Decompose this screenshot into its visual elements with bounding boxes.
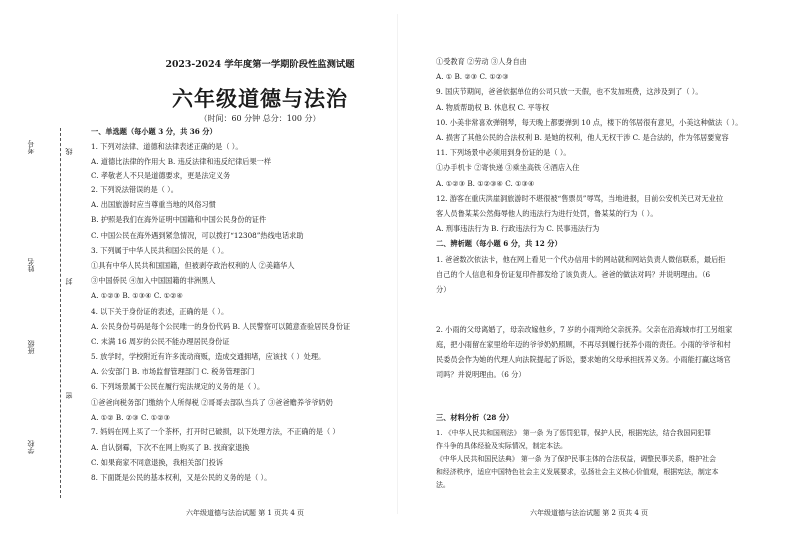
option-text: A. ①② B. ②③ C. ①②③ <box>91 413 171 422</box>
seal-line <box>60 128 61 498</box>
option-text: C. 未满 16 周岁的公民不能办理居民身份证 <box>91 337 230 346</box>
option-text: B. 护照是我们在海外证明中国籍和中国公民身份的证件 <box>91 215 267 224</box>
question-text: 4. 以下关于身份证的表述，正确的是（ ）。 <box>91 307 229 316</box>
question-text: 7. 妈妈在网上买了一个茶杯，打开时已破损，以下处理方法，不正确的是（ ） <box>91 427 340 436</box>
name-label: 姓名 <box>27 258 35 272</box>
material-text: 作斗争的具体经验及实际情况，制定本法。 <box>436 442 567 450</box>
exam-top-title: 2023-2024 学年度第一学期阶段性监测试题 <box>165 59 355 70</box>
section-title: 一、单选题（每小题 3 分，共 36 分） <box>91 127 217 136</box>
school-label: 学校 <box>27 440 35 454</box>
question-text: 5. 放学时，学校附近有许多流动商贩，造成交通拥堵，应该找（ ）处理。 <box>91 352 326 361</box>
option-text: A. ①②③ B. ①②③④ C. ①③④ <box>436 179 535 188</box>
option-text: ①办手机卡 ②寄快递 ③乘坐高铁 ④酒店入住 <box>436 163 580 172</box>
option-text: A. 公安部门 B. 市场监督管理部门 C. 税务管理部门 <box>91 367 255 376</box>
question-text: 9. 国庆节期间，爸爸依据单位的公司只放一天假，也不发加班费，这涉及到了（ ）。 <box>436 87 703 96</box>
question-text: 2. 下列说法错误的是（ ）。 <box>91 185 178 194</box>
option-text: A. 物质帮助权 B. 休息权 C. 平等权 <box>436 103 550 112</box>
question-text: 司吗？并说明理由。（6 分） <box>436 370 526 379</box>
option-text: A. ① B. ②③ C. ①②③ <box>436 72 509 81</box>
question-text: 民委员会作为她的代理人向法院提起了诉讼，要求她的父母承担抚养义务。小雨能打赢这场官 <box>436 355 731 364</box>
question-text: 12. 游客在重庆洪崖洞旅游时不堪很被“售票员”辱骂，当地进报，目前公安机关已对无业拉 <box>436 194 724 203</box>
option-text: A. 刑事违法行为 B. 行政违法行为 C. 民事违法行为 <box>436 224 600 233</box>
material-text: 和经济秩序，适应中国特色社会主义发展要求，弘扬社会主义核心价值观，根据宪法，制定本 <box>436 468 719 476</box>
option-text: ①具有中华人民共和国国籍，但被剥夺政治权利的人 ②美籍华人 <box>91 261 295 270</box>
question-text: 客人员鲁某某公然侮辱他人的违法行为进行处罚，鲁某某的行为（ ）。 <box>436 209 658 218</box>
option-text: A. 公民身份号码是每个公民唯一的身份代码 B. 人民警察可以随意查验居民身份证 <box>91 322 351 331</box>
question-text: 6. 下列场景属于公民在履行宪法规定的义务的是（ ）。 <box>91 382 265 391</box>
section-title: 三、材料分析（28 分） <box>436 413 514 422</box>
option-text: C. 孝敬老人不只是道德要求，更是法定义务 <box>91 171 231 180</box>
material-text: 法。 <box>436 481 450 489</box>
material-text: 《中华人民共和国民法典》 第一条 为了保护民事主体的合法权益，调整民事关系，维护社会 <box>436 455 717 463</box>
material-text: 1. 《中华人民共和国刑法》 第一条 为了惩罚犯罪，保护人民，根据宪法，结合我国同犯罪 <box>436 429 711 437</box>
exam-time-info: （时间：60 分钟 总分：100 分） <box>199 114 321 123</box>
option-text: ③中国侨民 ④加入中国国籍的非洲黑人 <box>91 276 216 285</box>
secret-mark: 密 <box>65 392 73 399</box>
option-text: ①爸爸向税务部门缴纳个人所得税 ②哥哥去部队当兵了 ③爸爸赡养爷爷奶奶 <box>91 398 333 407</box>
option-text: C. 如果商家不同意退换，我相关部门投诉 <box>91 458 224 467</box>
left-page-footer: 六年级道德与法治试题 第 1 页共 4 页 <box>186 509 305 517</box>
question-text: 10. 小美非常喜欢弹钢琴，每天晚上都要弹到 10 点，楼下的邻居很有意见，小美这种做法（ ）。 <box>436 118 743 127</box>
question-text: 分） <box>436 285 451 294</box>
option-text: ①受教育 ②劳动 ③人身自由 <box>436 57 527 66</box>
question-text: 11. 下列场景中必须用到身份证的是（ ）。 <box>436 148 571 157</box>
option-text: A. 出国旅游时应当尊重当地的风俗习惯 <box>91 200 216 209</box>
option-text: C. 中国公民在海外遇到紧急情况，可以拨打“12308”热线电话求助 <box>91 231 304 240</box>
option-text: A. ①②③ B. ①③④ C. ①②④ <box>91 291 183 300</box>
question-text: 自己的个人信息和身份证复印件都发给了该负责人。爸爸的做法对吗？并说明理由。（6 <box>436 270 711 279</box>
question-text: 3. 下列属于中华人民共和国公民的是（ ）。 <box>91 246 229 255</box>
section-title: 二、辨析题（每小题 6 分，共 12 分） <box>436 239 562 248</box>
seal-mark: 封 <box>65 278 73 285</box>
exam-no-label: 考号 <box>27 140 35 154</box>
question-text: 1. 爸爸数次依法卡，他在网上看见一个代办信用卡的网站就和网站负责人微信联系，最后拒 <box>436 255 726 264</box>
option-text: A. 道德比法律的作用大 B. 违反法律和违反纪律后果一样 <box>91 157 272 166</box>
right-page-footer: 六年级道德与法治试题 第 2 页共 4 页 <box>530 509 649 517</box>
question-text: 庭，把小雨留在家里给年迈的爷爷奶奶照顾，不再尽到履行抚养小雨的责任。小雨的爷爷和村 <box>436 340 731 349</box>
question-text: 8. 下面既是公民的基本权利，又是公民的义务的是（ ）。 <box>91 473 272 482</box>
option-text: A. 损害了其他公民的合法权利 B. 是她的权利，他人无权干涉 C. 是合法的，作为邻居要宽容 <box>436 133 729 142</box>
question-text: 1. 下列对法律、道德和法律表述正确的是（ ）。 <box>91 142 243 151</box>
line-mark: 线 <box>65 148 73 155</box>
option-text: A. 自认倒霉，下次不在网上购买了 B. 找商家退换 <box>91 443 250 452</box>
question-text: 2. 小雨的父母离婚了，母亲改嫁他乡，7 岁的小雨判给父亲抚养。父亲在沿海城市打工另组家 <box>436 325 733 334</box>
class-label: 班级 <box>27 340 35 354</box>
exam-subject-title: 六年级道德与法治 <box>172 86 348 111</box>
